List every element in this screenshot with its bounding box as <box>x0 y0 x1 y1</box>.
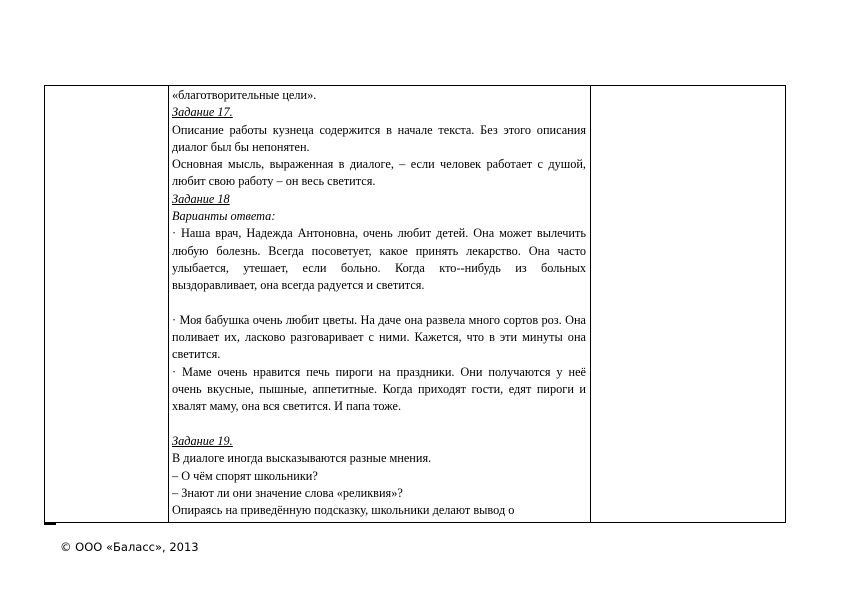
task-18-heading: Задание 18 <box>172 191 230 206</box>
column-divider-left <box>168 86 169 522</box>
list-item: · Маме очень нравится печь пироги на праздники. Они получаются у неё очень вкусные, пышные, аппетитные. Когда приходят гости, едят пироги и хвалят маму, она вся светится. И папа тоже. <box>172 364 586 414</box>
spacer <box>172 295 586 312</box>
table-corner-mark <box>44 523 56 525</box>
content-table <box>44 85 786 523</box>
answer-text-column <box>172 87 586 522</box>
paragraph: Описание работы кузнеца содержится в начале текста. Без этого описания диалог был бы непонятен. <box>172 122 586 154</box>
answer-variants-label: Варианты ответа: <box>172 209 276 224</box>
task-17-heading: Задание 17. <box>172 105 233 120</box>
paragraph: Опираясь на приведённую подсказку, школьники делают вывод о <box>172 503 515 518</box>
task-19-heading: Задание 19. <box>172 433 233 448</box>
paragraph: В диалоге иногда высказываются разные мнения. <box>172 451 432 466</box>
paragraph: Основная мысль, выраженная в диалоге, – если человек работает с душой, любит свою работу – он весь светится. <box>172 157 586 189</box>
spacer <box>172 416 586 433</box>
paragraph: «благотворительные цели». <box>172 88 317 102</box>
list-item: · Наша врач, Надежда Антоновна, очень любит детей. Она может вылечить любую болезнь. Всегда посоветует, какое принять лекарство. Она часто улыбается, утешает, если больно. Когда кто--нибудь из больных выздоравливает, она всегда радуется и светится. <box>172 226 586 293</box>
paragraph: – Знают ли они значение слова «реликвия»? <box>172 485 403 500</box>
footer-copyright: © ООО «Баласс», 2013 <box>60 540 199 554</box>
list-item: · Моя бабушка очень любит цветы. На даче она развела много сортов роз. Она поливает их, ласково разговаривает с ними. Кажется, что в эти минуты она светится. <box>172 312 586 362</box>
column-divider-right <box>590 86 591 522</box>
paragraph: – О чём спорят школьники? <box>172 468 318 483</box>
